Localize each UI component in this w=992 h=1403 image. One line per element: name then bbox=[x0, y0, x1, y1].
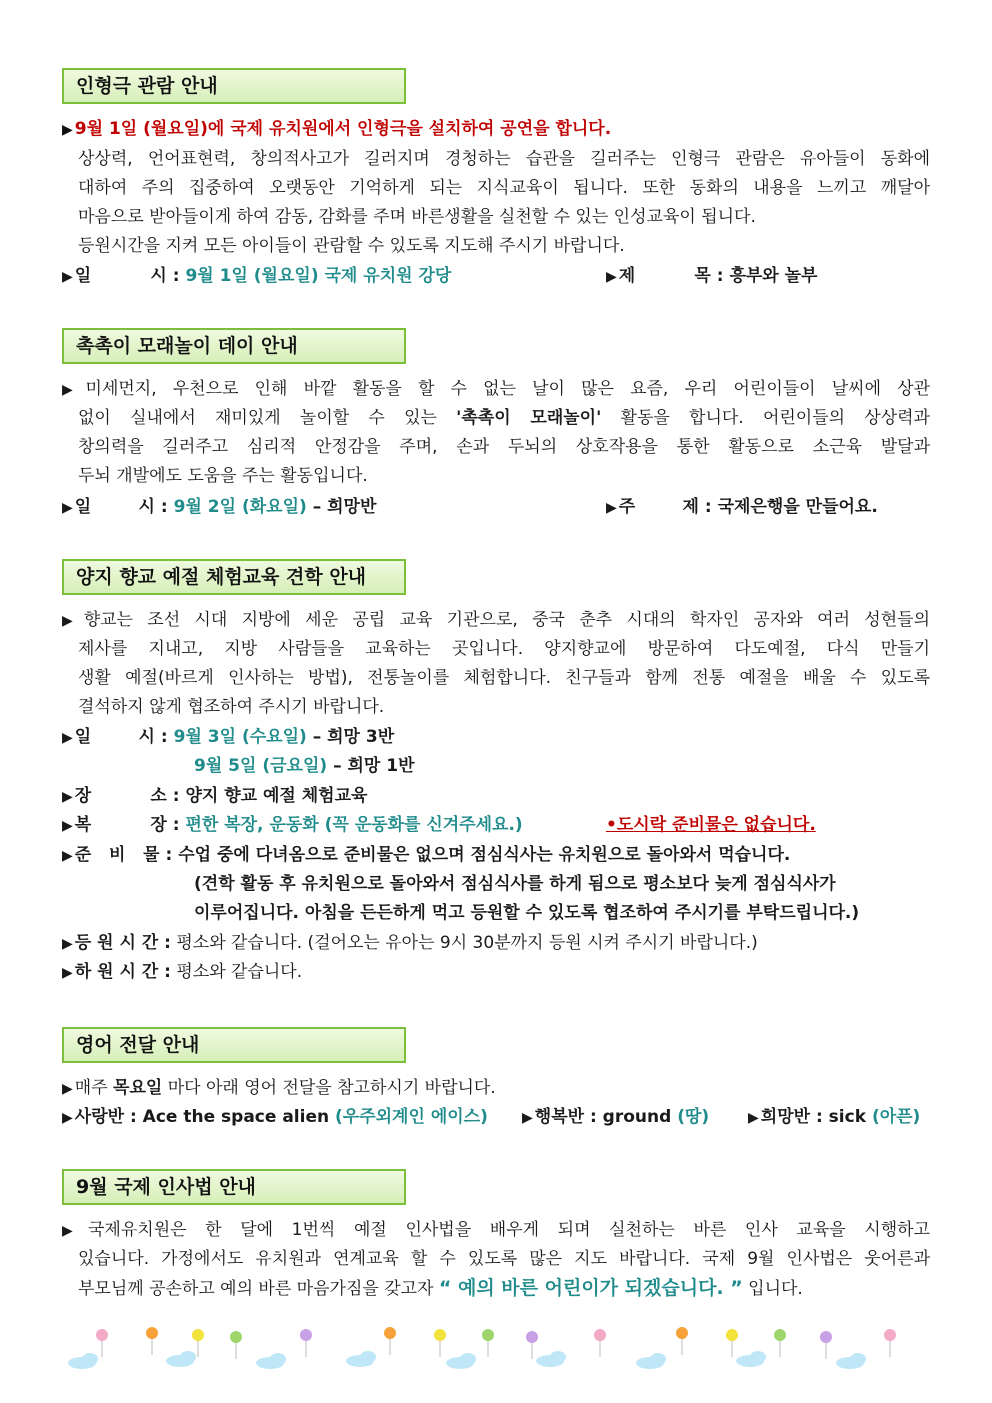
hyanggyo-dress-row: ▶ 복 장 : 편한 복장, 운동화 (꼭 운동화를 신겨주세요.) bbox=[62, 815, 523, 835]
hyanggyo-prep-line-2: (견학 활동 후 유치원으로 돌아와서 점심식사를 하게 됨으로 평소보다 늦게 점심식사가 bbox=[194, 874, 836, 894]
section-title-sand-play: 촉촉이 모래놀이 데이 안내 bbox=[62, 328, 406, 364]
greeting-para-2: 있습니다. 가정에서도 유치원과 연계교육 할 수 있도록 많은 지도 바랍니다. 국제 9월 인사법은 웃어른과 bbox=[78, 1249, 930, 1269]
puppet-lead: ▶ 9월 1일 (월요일)에 국제 유치원에서 인형극을 설치하여 공연을 합니다. bbox=[62, 119, 612, 139]
lunch-note: •도시락 준비물은 없습니다. bbox=[606, 815, 816, 835]
sand-date-row: ▶ 일 시 : 9월 2일 (화요일) – 희망반 bbox=[62, 497, 377, 517]
puppet-para-3: 마음으로 받아들이게 하여 감동, 감화를 주며 바른생활을 실천할 수 있는 인성교육이 됩니다. bbox=[78, 207, 756, 227]
english-intro: ▶ 매주 목요일 마다 아래 영어 전달을 참고하시기 바랍니다. bbox=[62, 1078, 496, 1098]
sand-para-3: 창의력을 길러주고 심리적 안정감을 주며, 손과 두뇌의 상호작용을 통한 활동으로 소근육 발달과 bbox=[78, 437, 930, 457]
section-title-english: 영어 전달 안내 bbox=[62, 1027, 406, 1063]
puppet-date-row: ▶ 일 시 : 9월 1일 (월요일) 국제 유치원 강당 bbox=[62, 266, 452, 286]
hyanggyo-date-row-1: ▶ 일 시 : 9월 3일 (수요일) – 희망 3반 bbox=[62, 727, 395, 747]
english-class-3: ▶ 희망반 : sick (아픈) bbox=[748, 1107, 921, 1127]
hyanggyo-date-row-2: 9월 5일 (금요일) – 희망 1반 bbox=[194, 756, 415, 776]
greeting-para-1: ▶ 국제유치원은 한 달에 1번씩 예절 인사법을 배우게 되며 실천하는 바른 인사 교육을 시행하고 bbox=[62, 1220, 930, 1240]
hyanggyo-para-1: ▶ 향교는 조선 시대 지방에 세운 공립 교육 기관으로, 중국 춘추 시대의 학자인 공자와 여러 성현들의 bbox=[62, 610, 930, 630]
greeting-para-3: 부모님께 공손하고 예의 바른 마음가짐을 갖고자 “ 예의 바른 어린이가 되겠습니다. ” 입니다. bbox=[78, 1277, 803, 1299]
sand-para-2: 없이 실내에서 재미있게 놀이할 수 있는 '촉촉이 모래놀이' 활동을 합니다. 어린이들의 상상력과 bbox=[78, 408, 930, 428]
section-title-puppet-show: 인형극 관람 안내 bbox=[62, 68, 406, 104]
hyanggyo-arrive-row: ▶ 등 원 시 간 : 평소와 같습니다. (걸어오는 유아는 9시 30분까지 등원 시켜 주시기 바랍니다.) bbox=[62, 933, 758, 953]
hyanggyo-leave-row: ▶ 하 원 시 간 : 평소와 같습니다. bbox=[62, 962, 303, 982]
hyanggyo-prep-line-3: 이루어집니다. 아침을 든든하게 먹고 등원할 수 있도록 협조하여 주시기를 부탁드립니다.) bbox=[194, 903, 860, 923]
hyanggyo-para-2: 제사를 지내고, 지방 사람들을 교육하는 곳입니다. 양지향교에 방문하여 다도예절, 다식 만들기 bbox=[78, 639, 930, 659]
hyanggyo-para-4: 결석하지 않게 협조하여 주시기 바랍니다. bbox=[78, 697, 385, 717]
puppet-para-1: 상상력, 언어표현력, 창의적사고가 길러지며 경청하는 습관을 길러주는 인형극 관람은 유아들이 동화에 bbox=[78, 149, 930, 169]
hyanggyo-place-row: ▶ 장 소 : 양지 향교 예절 체험교육 bbox=[62, 786, 368, 806]
english-class-1: ▶ 사랑반 : Ace the space alien (우주외계인 에이스) bbox=[62, 1107, 488, 1127]
section-title-hyanggyo: 양지 향교 예절 체험교육 견학 안내 bbox=[62, 559, 406, 595]
puppet-para-4: 등원시간을 지켜 모든 아이들이 관람할 수 있도록 지도해 주시기 바랍니다. bbox=[78, 236, 625, 256]
sand-theme-row: ▶ 주 제 : 국제은행을 만들어요. bbox=[606, 497, 878, 517]
english-class-2: ▶ 행복반 : ground (땅) bbox=[522, 1107, 710, 1127]
balloon-cloud-decoration bbox=[60, 1325, 930, 1375]
puppet-subject-row: ▶ 제 목 : 흥부와 놀부 bbox=[606, 266, 818, 286]
hyanggyo-prep-row: ▶ 준 비 물 : 수업 중에 다녀옴으로 준비물은 없으며 점심식사는 유치원으로 돌아와서 먹습니다. bbox=[62, 845, 791, 865]
sand-para-1: ▶ 미세먼지, 우천으로 인해 바깥 활동을 할 수 없는 날이 많은 요즘, 우리 어린이들이 날씨에 상관 bbox=[62, 379, 930, 399]
hyanggyo-para-3: 생활 예절(바르게 인사하는 방법), 전통놀이를 체험합니다. 친구들과 함께 전통 예절을 배울 수 있도록 bbox=[78, 668, 930, 688]
section-title-greeting: 9월 국제 인사법 안내 bbox=[62, 1169, 406, 1205]
puppet-para-2: 대하여 주의 집중하여 오랫동안 기억하게 되는 지식교육이 됩니다. 또한 동화의 내용을 느끼고 깨달아 bbox=[78, 178, 930, 198]
sand-para-4: 두뇌 개발에도 도움을 주는 활동입니다. bbox=[78, 466, 368, 486]
